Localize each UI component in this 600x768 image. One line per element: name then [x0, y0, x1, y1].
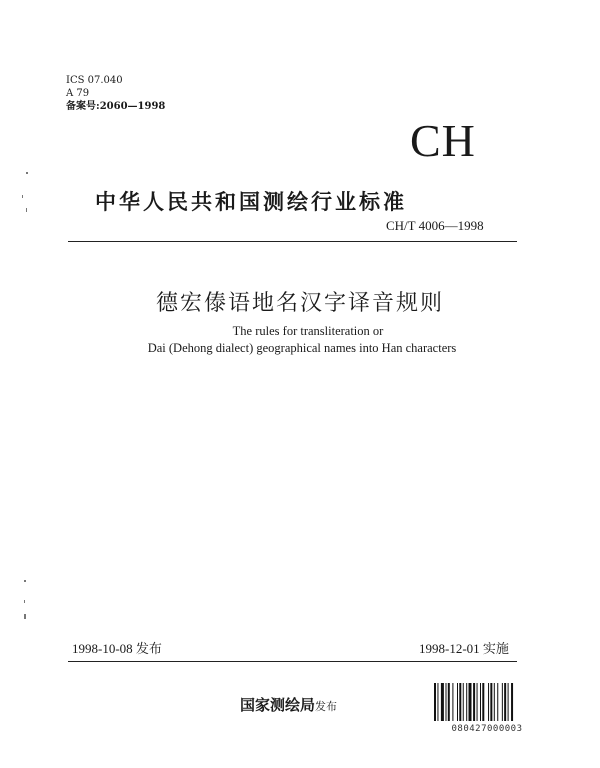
publisher-suffix: 发布 [315, 700, 338, 713]
issue-date: 1998-10-08 发布 [72, 641, 162, 656]
filing-number: 备案号:2060—1998 [66, 101, 166, 112]
barcode-bar [437, 683, 438, 721]
scan-speck [22, 195, 23, 198]
title-chinese: 德宏傣语地名汉字译音规则 [155, 291, 444, 316]
barcode [434, 683, 540, 721]
publisher-name: 国家测绘局 [240, 696, 316, 714]
barcode-bar [502, 683, 503, 721]
barcode-bar [494, 683, 495, 721]
barcode-bar [508, 683, 509, 721]
barcode-bar [452, 683, 453, 721]
barcode-bar [466, 683, 467, 721]
scan-speck [24, 614, 26, 619]
ics-code: ICS 07.040 [66, 75, 123, 86]
scan-speck [24, 580, 26, 582]
scan-speck [26, 172, 28, 174]
category-code: A 79 [66, 88, 90, 99]
barcode-bar [434, 683, 436, 721]
barcode-bar [457, 683, 458, 721]
barcode-bar [477, 683, 478, 721]
barcode-bar [511, 683, 513, 721]
footer-divider [68, 661, 517, 662]
barcode-bar [446, 683, 447, 721]
barcode-bar [459, 683, 461, 721]
ch-mark: CH [410, 115, 476, 166]
publisher [240, 694, 337, 715]
title-english-line2: Dai (Dehong dialect) geographical names into Han characters [147, 341, 457, 355]
barcode-bar [482, 683, 484, 721]
scan-speck [24, 600, 25, 603]
header-divider [68, 241, 517, 242]
title-english-line1: The rules for transliteration or [232, 324, 384, 338]
barcode-bar [469, 683, 472, 721]
barcode-bar [480, 683, 481, 721]
barcode-bar [448, 683, 450, 721]
barcode-bar [463, 683, 464, 721]
barcode-bar [441, 683, 444, 721]
barcode-bar [488, 683, 489, 721]
implementation-date: 1998-12-01 实施 [419, 641, 509, 656]
barcode-bar [490, 683, 492, 721]
barcode-bar [473, 683, 475, 721]
barcode-bar [497, 683, 498, 721]
industry-standard-header: 中华人民共和国测绘行业标准 [95, 189, 407, 214]
barcode-bar [504, 683, 506, 721]
classification-block [66, 74, 165, 113]
standard-number: CH/T 4006—1998 [386, 218, 484, 233]
scan-speck [26, 208, 27, 212]
barcode-number: 080427000003 [451, 724, 523, 734]
